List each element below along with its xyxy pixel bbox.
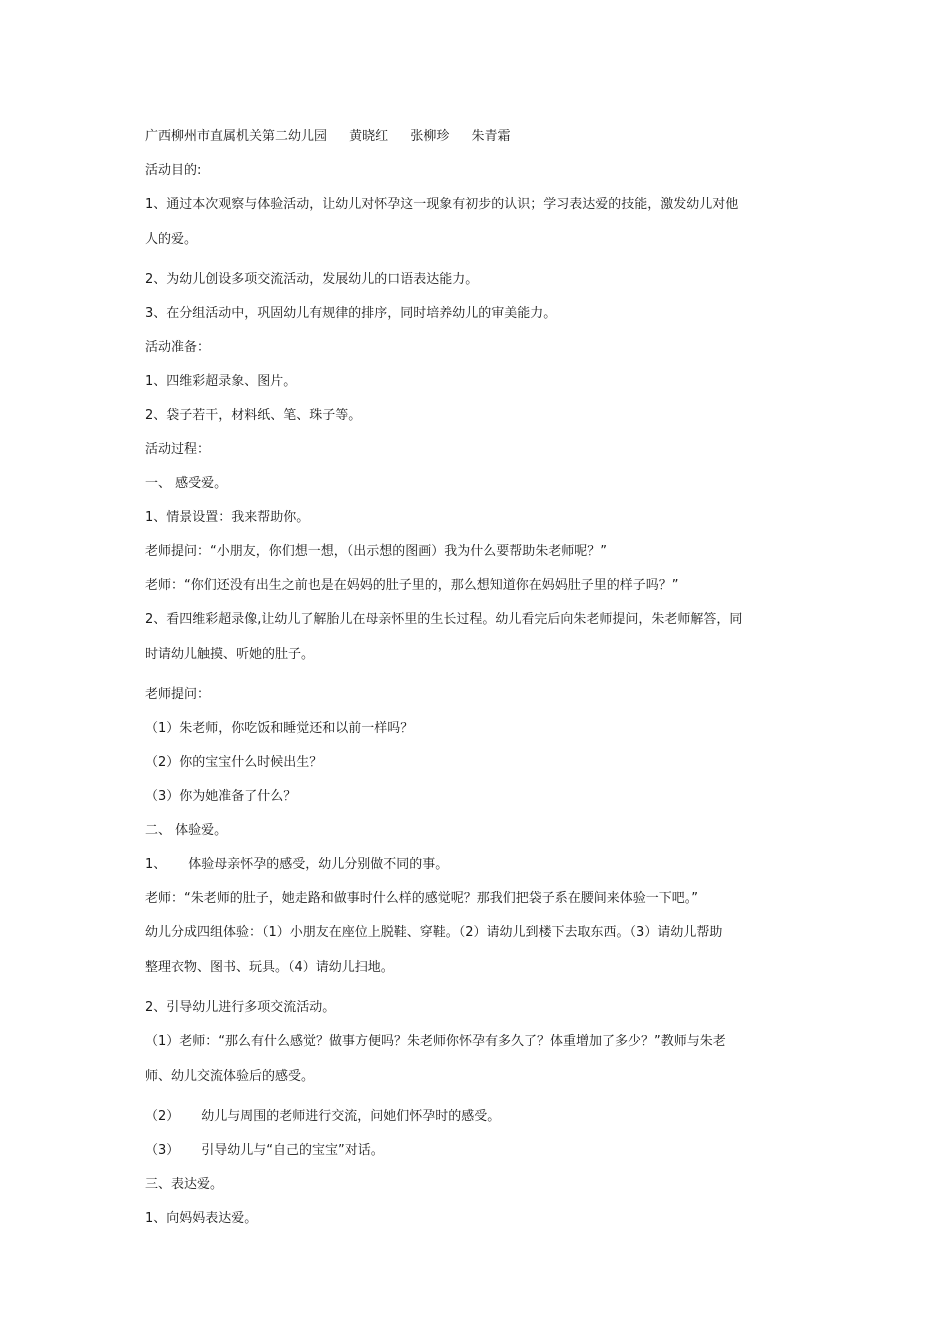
section-1-ask-3: （3）你为她准备了什么？ (145, 789, 297, 804)
section-1-question-1: 老师提问：“小朋友，你们想一想，（出示想的图画）我为什么要帮助朱老师呢？” (145, 544, 607, 559)
section-1-item-2-paragraph (145, 602, 810, 672)
section-2-item-2: 2、引导幼儿进行多项交流活动。 (145, 1000, 336, 1015)
author-name: 朱青霜 (471, 129, 511, 144)
section-1-ask-1: （1）朱老师，你吃饭和睡觉还和以前一样吗？ (145, 721, 414, 736)
author-line (145, 126, 810, 147)
section-2-heading: 二、 体验爱。 (145, 823, 228, 838)
section-1-item-2-line-2: 时请幼儿触摸、听她的肚子。 (145, 647, 315, 662)
section-2-teacher-line: 老师：“朱老师的肚子，她走路和做事时什么样的感觉呢？那我们把袋子系在腰间来体验一下吧。” (145, 891, 698, 906)
section-1-item-1: 1、情景设置：我来帮助你。 (145, 510, 310, 525)
section-3-item-1: 1、向妈妈表达爱。 (145, 1211, 258, 1226)
prep-heading: 活动准备： (145, 340, 211, 355)
section-2-item-1-number: 1、 (145, 857, 167, 872)
section-1-item-2-line-1: 2、看四维彩超录像,让幼儿了解胎儿在母亲怀里的生长过程。幼儿看完后向朱老师提问，朱老师解答，同 (145, 612, 743, 627)
goal-1-line-1: 1、通过本次观察与体验活动，让幼儿对怀孕这一现象有初步的认识；学习表达爱的技能，激发幼儿对他 (145, 197, 739, 212)
prep-1: 1、四维彩超录象、图片。 (145, 374, 297, 389)
section-1-ask-2: （2）你的宝宝什么时候出生？ (145, 755, 323, 770)
goal-1-paragraph (145, 187, 810, 257)
author-name: 黄晓红 (349, 129, 389, 144)
section-2-item-2-2-number: （2） (145, 1109, 180, 1124)
section-2-groups-paragraph (145, 915, 810, 985)
section-2-item-2-3-text: 引导幼儿与“自己的宝宝”对话。 (201, 1143, 384, 1158)
section-2-item-2-2 (145, 1106, 810, 1127)
section-2-groups-line-2: 整理衣物、图书、玩具。（4）请幼儿扫地。 (145, 960, 394, 975)
document-page (145, 126, 810, 1229)
section-1-ask-heading: 老师提问： (145, 687, 211, 702)
author-name: 张柳珍 (410, 129, 450, 144)
section-1-heading: 一、 感受爱。 (145, 476, 228, 491)
section-2-item-2-1-paragraph (145, 1024, 810, 1094)
prep-2: 2、袋子若干，材料纸、笔、珠子等。 (145, 408, 362, 423)
section-2-item-2-3-number: （3） (145, 1143, 180, 1158)
section-1-question-2: 老师：“你们还没有出生之前也是在妈妈的肚子里的，那么想知道你在妈妈肚子里的样子吗？” (145, 578, 679, 593)
section-3-heading: 三、表达爱。 (145, 1177, 224, 1192)
goal-1-line-2: 人的爱。 (145, 232, 198, 247)
process-heading: 活动过程： (145, 442, 211, 457)
section-2-item-2-3 (145, 1140, 810, 1161)
section-2-item-1-text: 体验母亲怀孕的感受，幼儿分别做不同的事。 (188, 857, 449, 872)
section-2-item-2-1-line-2: 师、幼儿交流体验后的感受。 (145, 1069, 315, 1084)
section-2-item-1 (145, 854, 810, 875)
kindergarten-name: 广西柳州市直属机关第二幼儿园 (145, 129, 328, 144)
goals-heading: 活动目的: (145, 163, 202, 178)
section-2-item-2-2-text: 幼儿与周围的老师进行交流，问她们怀孕时的感受。 (201, 1109, 501, 1124)
goal-2: 2、为幼儿创设多项交流活动，发展幼儿的口语表达能力。 (145, 272, 479, 287)
section-2-groups-line-1: 幼儿分成四组体验：（1）小朋友在座位上脱鞋、穿鞋。（2）请幼儿到楼下去取东西。（3）请幼儿帮助 (145, 925, 723, 940)
section-2-item-2-1-line-1: （1）老师：“那么有什么感觉？做事方便吗？朱老师你怀孕有多久了？体重增加了多少？”教师与朱老 (145, 1034, 726, 1049)
goal-3: 3、在分组活动中，巩固幼儿有规律的排序，同时培养幼儿的审美能力。 (145, 306, 557, 321)
